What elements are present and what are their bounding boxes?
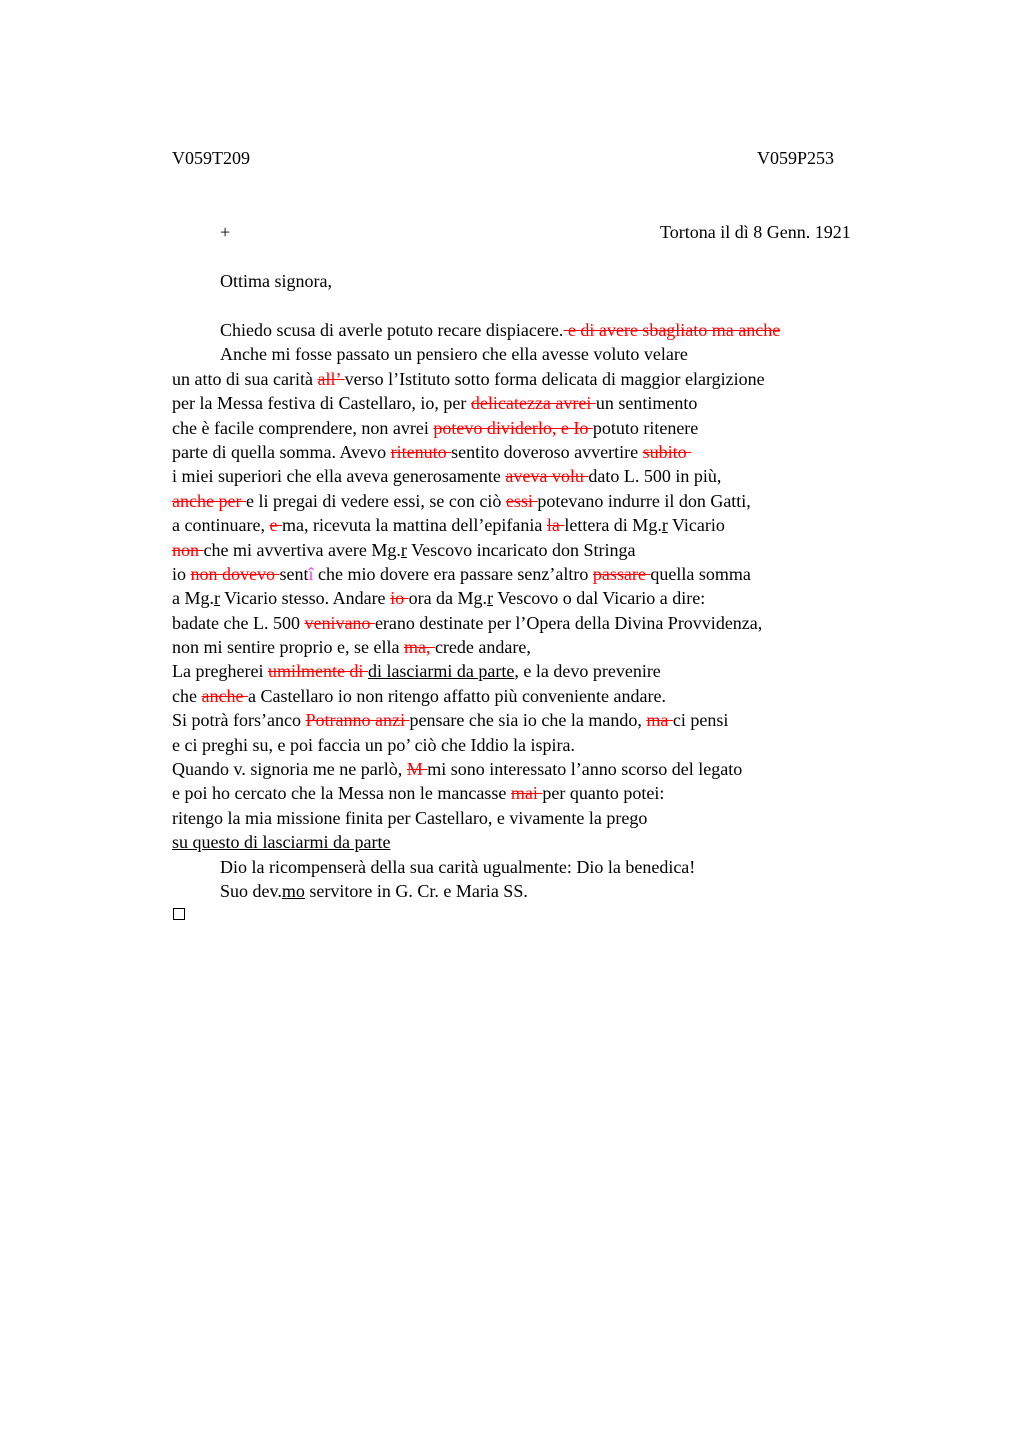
salutation: Ottima signora,: [220, 271, 332, 291]
text: a continuare,: [172, 515, 270, 536]
inserted-text: î: [308, 563, 314, 584]
deleted-text: all’: [317, 368, 345, 389]
deleted-text: anche per: [172, 490, 246, 511]
text: sent: [279, 563, 309, 584]
text: e poi ho cercato che la Messa non le mancasse: [172, 783, 511, 804]
deleted-text: aveva volu: [505, 466, 589, 487]
text: La pregherei: [172, 661, 268, 682]
letter-line: [172, 832, 892, 856]
letter-line: [172, 735, 892, 759]
letter-line: [172, 320, 892, 344]
letter-line: [172, 857, 892, 881]
text: pensare che sia io che la mando,: [409, 710, 647, 731]
text: i miei superiori che ella aveva generosamente: [172, 466, 506, 487]
text: che mi avvertiva avere Mg.: [203, 539, 401, 560]
deleted-text: Potranno anzi: [305, 710, 410, 731]
text: a Mg.: [172, 588, 214, 609]
deleted-text: umilmente di: [267, 661, 368, 682]
deleted-text: ma: [646, 710, 673, 731]
text: potuto ritenere: [592, 417, 699, 438]
text: Vicario: [667, 515, 725, 536]
deleted-text: mai: [510, 783, 543, 804]
letter-line: [172, 418, 892, 442]
letter-line: [172, 369, 892, 393]
deleted-text: la: [546, 515, 565, 536]
deleted-text: anche: [201, 685, 248, 706]
underlined-text: r: [214, 588, 220, 609]
text: per la Messa festiva di Castellaro, io, per: [172, 393, 471, 414]
letter-line: [172, 393, 892, 417]
text: crede andare,: [434, 637, 531, 658]
text: dato L. 500 in più,: [588, 466, 722, 487]
text: badate che L. 500: [172, 612, 305, 633]
letter-line: [172, 466, 892, 490]
deleted-text: e: [269, 515, 282, 536]
text: ora da Mg.: [408, 588, 488, 609]
letter-line: [172, 613, 892, 637]
text: un atto di sua carità: [172, 368, 318, 389]
text: un sentimento: [595, 393, 698, 414]
deleted-text: essi: [505, 490, 538, 511]
text: che è facile comprendere, non avrei: [172, 417, 434, 438]
deleted-text: delicatezza avrei: [470, 393, 596, 414]
text: parte di quella somma. Avevo: [172, 441, 391, 462]
text: servitore in G. Cr. e Maria SS.: [304, 880, 528, 901]
text: ci pensi: [672, 710, 729, 731]
document-code-left: V059T209: [172, 148, 250, 168]
text: , e la devo prevenire: [514, 661, 661, 682]
deleted-text: e di avere sbagliato ma anche: [563, 320, 781, 340]
text: ritengo la mia missione finita per Castellaro, e vivamente la prego: [172, 807, 648, 828]
letter-line: [172, 442, 892, 466]
place-date: Tortona il dì 8 Genn. 1921: [660, 222, 851, 242]
text: e li pregai di vedere essi, se con ciò: [245, 490, 506, 511]
deleted-text: subito: [642, 441, 692, 462]
letter-line: [172, 564, 892, 588]
letter-line: [172, 710, 892, 734]
underlined-text: di lasciarmi da parte: [367, 661, 515, 682]
letter-line: [172, 686, 892, 710]
deleted-text: io: [390, 588, 409, 609]
letter-line: [172, 808, 892, 832]
text: Dio la ricompenserà della sua carità ugualmente: Dio la benedica!: [220, 856, 696, 877]
deleted-text: potevo dividerlo, e Io: [433, 417, 593, 438]
underlined-text: r: [400, 539, 407, 560]
deleted-text: non dovevo: [190, 563, 280, 584]
underlined-text: r: [487, 588, 494, 609]
text: sentito doveroso avvertire: [451, 441, 643, 462]
deleted-text: ritenuto: [390, 441, 452, 462]
text: Quando v. signoria me ne parlò,: [172, 759, 407, 780]
text: Anche mi fosse passato un pensiero che ella avesse voluto velare: [220, 344, 688, 365]
text: che: [172, 685, 202, 706]
deleted-text: non: [172, 539, 204, 560]
deleted-text: passare: [592, 563, 651, 584]
text: potevano indurre il don Gatti,: [537, 490, 751, 511]
text: verso l’Istituto sotto forma delicata di maggior elargizione: [344, 368, 765, 389]
letter-body: [172, 320, 892, 905]
text: non mi sentire proprio e, se ella: [172, 637, 404, 658]
text: e ci preghi su, e poi faccia un po’ ciò che Iddio la ispira.: [172, 734, 576, 755]
text: Vescovo incaricato don Stringa: [406, 539, 636, 560]
letter-line: [172, 540, 892, 564]
letter-line: [172, 783, 892, 807]
text: io: [172, 563, 191, 584]
letter-line: [172, 344, 892, 368]
deleted-text: venivano: [304, 612, 375, 633]
underlined-text: su questo di lasciarmi da parte: [172, 832, 391, 853]
underlined-text: r: [661, 515, 668, 536]
letter-line: [172, 759, 892, 783]
letter-line: [172, 588, 892, 612]
letter-line: [172, 491, 892, 515]
text: che mio dovere era passare senz’altro: [313, 563, 593, 584]
text: Chiedo scusa di averle potuto recare dispiacere.: [220, 320, 564, 340]
text: quella somma: [650, 563, 751, 584]
deleted-text: M: [406, 759, 428, 780]
text: Vicario stesso. Andare: [220, 588, 391, 609]
text: ma, ricevuta la mattina dell’epifania: [281, 515, 547, 536]
text: Si potrà fors’anco: [172, 710, 306, 731]
document-code-right: V059P253: [757, 148, 835, 168]
text: a Castellaro io non ritengo affatto più conveniente andare.: [247, 685, 666, 706]
text: mi sono interessato l’anno scorso del legato: [427, 759, 743, 780]
text: lettera di Mg.: [564, 515, 662, 536]
text: Suo dev.: [220, 880, 282, 901]
cross-mark: +: [220, 222, 231, 242]
letter-line: [172, 637, 892, 661]
letter-line: [172, 881, 892, 905]
text: per quanto potei:: [542, 783, 665, 804]
underlined-text: mo: [281, 880, 305, 901]
deleted-text: ma,: [403, 637, 435, 658]
text: Vescovo o dal Vicario a dire:: [493, 588, 706, 609]
text: erano destinate per l’Opera della Divina Provvidenza,: [374, 612, 763, 633]
letter-line: [172, 515, 892, 539]
end-box-icon: [173, 908, 185, 920]
letter-line: [172, 661, 892, 685]
